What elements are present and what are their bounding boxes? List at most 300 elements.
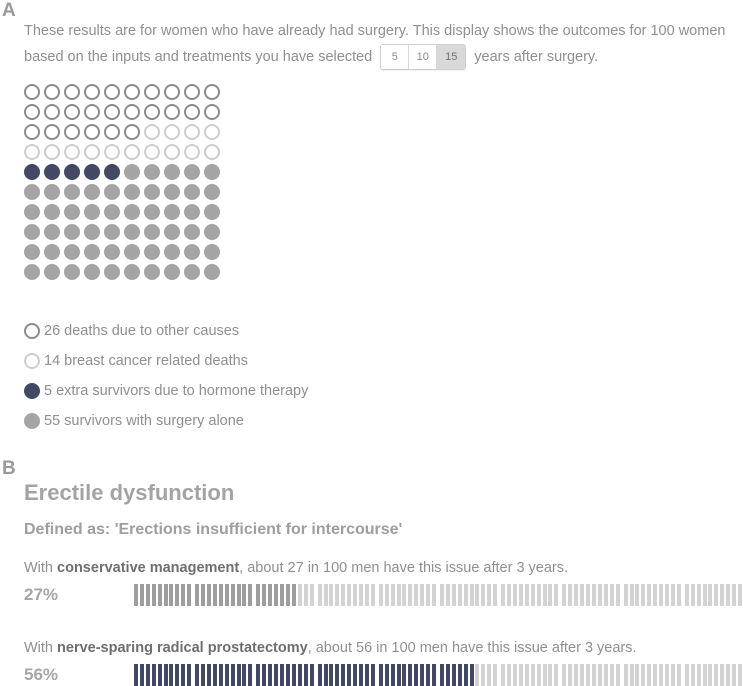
- icon-dot-hormone: [24, 164, 40, 180]
- tally-mark-affected: [237, 584, 241, 606]
- tally-mark-unaffected: [402, 584, 406, 606]
- icon-dot-other-cause: [204, 84, 220, 100]
- tally-mark-unaffected: [493, 664, 497, 686]
- icon-dot-surgery: [84, 224, 100, 240]
- outcome-prostatectomy: [24, 638, 743, 686]
- tally-mark-unaffected: [391, 584, 395, 606]
- tally-mark-affected: [470, 664, 474, 686]
- tally-mark-unaffected: [304, 584, 308, 606]
- treatment-name: conservative management: [57, 560, 240, 576]
- tally-mark-affected: [242, 664, 246, 686]
- tally-mark-unaffected: [318, 584, 322, 606]
- icon-dot-other-cause: [144, 104, 160, 120]
- icon-dot-surgery: [164, 204, 180, 220]
- tally-mark-affected: [365, 664, 369, 686]
- year-selector: [380, 44, 466, 70]
- tally-mark-unaffected: [543, 664, 547, 686]
- legend-item-other-causes: [24, 316, 308, 346]
- tally-mark-unaffected: [574, 664, 578, 686]
- tally-mark-unaffected: [359, 584, 363, 606]
- tally-mark-affected: [225, 664, 229, 686]
- tally-mark-affected: [414, 664, 418, 686]
- tally-mark-affected: [371, 664, 375, 686]
- tally-mark-affected: [335, 664, 339, 686]
- tally-mark-unaffected: [426, 584, 430, 606]
- tally-mark-unaffected: [324, 584, 328, 606]
- tally-mark-unaffected: [379, 584, 383, 606]
- tally-mark-affected: [158, 664, 162, 686]
- tally-mark-unaffected: [598, 584, 602, 606]
- tally-mark-unaffected: [531, 584, 535, 606]
- icon-dot-other-cause: [44, 84, 60, 100]
- filled-gray-circle-icon: [24, 413, 40, 429]
- tally-mark-affected: [187, 664, 191, 686]
- tally-mark-affected: [256, 584, 260, 606]
- icon-dot-surgery: [84, 244, 100, 260]
- icon-dot-hormone: [104, 164, 120, 180]
- tally-mark-affected: [187, 584, 191, 606]
- icon-dot-other-cause: [184, 84, 200, 100]
- icon-dot-surgery: [24, 244, 40, 260]
- icon-dot-surgery: [144, 204, 160, 220]
- tally-mark-unaffected: [714, 584, 718, 606]
- icon-dot-surgery: [124, 244, 140, 260]
- tally-mark-unaffected: [525, 584, 529, 606]
- tally-mark-affected: [262, 664, 266, 686]
- tally-mark-unaffected: [298, 584, 302, 606]
- tally-mark-affected: [341, 664, 345, 686]
- tally-mark-affected: [195, 584, 199, 606]
- icon-dot-breast-cancer: [164, 144, 180, 160]
- icon-dot-surgery: [24, 204, 40, 220]
- tally-mark-unaffected: [659, 664, 663, 686]
- icon-dot-breast-cancer: [84, 144, 100, 160]
- percent-label: 27%: [24, 585, 59, 604]
- icon-dot-breast-cancer: [184, 144, 200, 160]
- icon-dot-surgery: [164, 264, 180, 280]
- icon-dot-breast-cancer: [104, 144, 120, 160]
- tally-mark-affected: [353, 664, 357, 686]
- icon-dot-breast-cancer: [24, 144, 40, 160]
- icon-dot-surgery: [144, 264, 160, 280]
- icon-dot-surgery: [104, 204, 120, 220]
- icon-dot-surgery: [184, 164, 200, 180]
- tally-mark-unaffected: [568, 664, 572, 686]
- tally-mark-unaffected: [592, 664, 596, 686]
- icon-dot-surgery: [144, 184, 160, 200]
- tally-mark-unaffected: [598, 664, 602, 686]
- icon-dot-other-cause: [64, 84, 80, 100]
- icon-dot-surgery: [204, 264, 220, 280]
- tally-mark-unaffected: [604, 584, 608, 606]
- tally-mark-affected: [164, 584, 168, 606]
- tally-mark-unaffected: [458, 584, 462, 606]
- icon-dot-other-cause: [184, 104, 200, 120]
- tally-mark-unaffected: [580, 664, 584, 686]
- light-outline-circle-icon: [24, 353, 40, 369]
- tally-mark-unaffected: [507, 664, 511, 686]
- tally-mark-unaffected: [685, 584, 689, 606]
- tally-mark-unaffected: [519, 584, 523, 606]
- tally-mark-unaffected: [624, 584, 628, 606]
- icon-dot-other-cause: [44, 124, 60, 140]
- tally-mark-affected: [292, 584, 296, 606]
- tally-mark-unaffected: [653, 584, 657, 606]
- icon-dot-other-cause: [104, 124, 120, 140]
- icon-dot-other-cause: [164, 84, 180, 100]
- icon-dot-surgery: [24, 184, 40, 200]
- tally-mark-affected: [426, 664, 430, 686]
- treatment-name: nerve-sparing radical prostatectomy: [57, 640, 308, 656]
- tally-mark-unaffected: [440, 584, 444, 606]
- year-15-button[interactable]: 15: [437, 45, 465, 69]
- icon-dot-surgery: [184, 224, 200, 240]
- icon-dot-surgery: [184, 184, 200, 200]
- icon-dot-surgery: [64, 264, 80, 280]
- panel-a-label: A: [2, 0, 16, 21]
- icon-dot-surgery: [44, 244, 60, 260]
- icon-dot-breast-cancer: [144, 124, 160, 140]
- filled-navy-circle-icon: [24, 383, 40, 399]
- tally-mark-affected: [175, 584, 179, 606]
- icon-dot-other-cause: [144, 84, 160, 100]
- icon-dot-breast-cancer: [44, 144, 60, 160]
- tally-mark-affected: [140, 664, 144, 686]
- sentence-end: , about 27 in 100 men have this issue after 3 years.: [239, 560, 569, 576]
- outcome-sentence: [24, 638, 743, 658]
- outcome-sentence: [24, 558, 743, 578]
- tally-mark-unaffected: [697, 584, 701, 606]
- tally-mark-unaffected: [635, 584, 639, 606]
- tally-mark-unaffected: [432, 584, 436, 606]
- icon-dot-surgery: [184, 264, 200, 280]
- tally-mark-unaffected: [671, 584, 675, 606]
- icon-dot-surgery: [144, 224, 160, 240]
- tally-mark-affected: [201, 584, 205, 606]
- tally-mark-unaffected: [641, 584, 645, 606]
- icon-dot-surgery: [104, 264, 120, 280]
- icon-dot-surgery: [164, 184, 180, 200]
- legend-label: 14 breast cancer related deaths: [44, 353, 248, 369]
- icon-dot-other-cause: [124, 124, 140, 140]
- tally-bar-conservative: [134, 584, 743, 606]
- tally-mark-unaffected: [691, 664, 695, 686]
- tally-mark-unaffected: [738, 664, 742, 686]
- outcome-conservative: [24, 558, 743, 606]
- definition-text: Defined as: 'Erections insufficient for intercourse': [24, 521, 403, 538]
- tally-mark-affected: [207, 664, 211, 686]
- tally-mark-affected: [140, 584, 144, 606]
- icon-dot-other-cause: [84, 124, 100, 140]
- tally-mark-unaffected: [335, 584, 339, 606]
- icon-dot-surgery: [84, 204, 100, 220]
- tally-mark-affected: [286, 664, 290, 686]
- icon-dot-surgery: [124, 224, 140, 240]
- icon-dot-breast-cancer: [64, 144, 80, 160]
- tally-mark-unaffected: [677, 584, 681, 606]
- tally-mark-affected: [213, 584, 217, 606]
- tally-mark-unaffected: [562, 664, 566, 686]
- icon-dot-surgery: [204, 184, 220, 200]
- icon-dot-surgery: [164, 244, 180, 260]
- intro-before: These results are for women who have already had surgery. This display shows the outcomes for 100 women based on the inputs and treatments you have selected: [24, 23, 726, 65]
- tally-mark-affected: [248, 584, 252, 606]
- tally-mark-unaffected: [371, 584, 375, 606]
- tally-mark-affected: [169, 664, 173, 686]
- tally-mark-unaffected: [548, 664, 552, 686]
- tally-mark-affected: [134, 664, 138, 686]
- tally-mark-affected: [304, 664, 308, 686]
- tally-mark-unaffected: [568, 584, 572, 606]
- tally-mark-affected: [231, 584, 235, 606]
- icon-dot-surgery: [204, 204, 220, 220]
- icon-dot-breast-cancer: [164, 124, 180, 140]
- sentence-start: With: [24, 640, 58, 656]
- icon-dot-surgery: [104, 244, 120, 260]
- tally-mark-affected: [134, 584, 138, 606]
- tally-mark-unaffected: [580, 584, 584, 606]
- tally-mark-unaffected: [708, 664, 712, 686]
- tally-mark-unaffected: [513, 664, 517, 686]
- icon-dot-other-cause: [24, 104, 40, 120]
- tally-mark-unaffected: [635, 664, 639, 686]
- icon-dot-breast-cancer: [124, 144, 140, 160]
- tally-mark-unaffected: [341, 584, 345, 606]
- tally-mark-affected: [256, 664, 260, 686]
- tally-mark-affected: [359, 664, 363, 686]
- icon-dot-breast-cancer: [204, 124, 220, 140]
- tally-mark-unaffected: [470, 584, 474, 606]
- icon-dot-surgery: [44, 264, 60, 280]
- icon-dot-other-cause: [124, 84, 140, 100]
- tally-mark-affected: [397, 664, 401, 686]
- intro-after: years after surgery.: [474, 49, 599, 65]
- tally-mark-unaffected: [347, 584, 351, 606]
- tally-mark-affected: [298, 664, 302, 686]
- tally-mark-unaffected: [720, 664, 724, 686]
- icon-dot-surgery: [104, 224, 120, 240]
- tally-mark-unaffected: [703, 584, 707, 606]
- icon-array: [24, 84, 224, 284]
- tally-mark-affected: [158, 584, 162, 606]
- tally-mark-affected: [225, 584, 229, 606]
- icon-dot-surgery: [64, 224, 80, 240]
- tally-mark-unaffected: [732, 584, 736, 606]
- legend-item-breast-cancer: [24, 346, 308, 376]
- tally-mark-affected: [420, 664, 424, 686]
- tally-mark-unaffected: [610, 664, 614, 686]
- tally-mark-unaffected: [616, 664, 620, 686]
- icon-dot-breast-cancer: [144, 144, 160, 160]
- tally-mark-unaffected: [501, 584, 505, 606]
- tally-mark-unaffected: [592, 584, 596, 606]
- tally-mark-unaffected: [665, 584, 669, 606]
- tally-mark-unaffected: [641, 664, 645, 686]
- icon-dot-surgery: [144, 164, 160, 180]
- sentence-start: With: [24, 560, 58, 576]
- tally-mark-unaffected: [586, 664, 590, 686]
- icon-dot-hormone: [64, 164, 80, 180]
- tally-mark-unaffected: [446, 584, 450, 606]
- tally-mark-unaffected: [353, 584, 357, 606]
- tally-mark-unaffected: [452, 584, 456, 606]
- tally-mark-unaffected: [562, 584, 566, 606]
- tally-mark-affected: [292, 664, 296, 686]
- icon-dot-breast-cancer: [204, 144, 220, 160]
- tally-mark-affected: [169, 584, 173, 606]
- tally-mark-unaffected: [519, 664, 523, 686]
- tally-mark-affected: [280, 584, 284, 606]
- icon-dot-surgery: [84, 264, 100, 280]
- tally-mark-unaffected: [665, 664, 669, 686]
- legend-label: 26 deaths due to other causes: [44, 323, 240, 339]
- legend-label: 5 extra survivors due to hormone therapy: [44, 383, 309, 399]
- tally-mark-unaffected: [703, 664, 707, 686]
- legend-item-hormone-therapy: [24, 376, 308, 406]
- tally-mark-unaffected: [548, 584, 552, 606]
- icon-dot-surgery: [124, 204, 140, 220]
- tally-mark-unaffected: [708, 584, 712, 606]
- tally-mark-unaffected: [732, 664, 736, 686]
- tally-mark-unaffected: [475, 664, 479, 686]
- panel-b-label: B: [2, 458, 16, 479]
- tally-mark-affected: [219, 584, 223, 606]
- outline-circle-icon: [24, 323, 40, 339]
- tally-mark-affected: [446, 664, 450, 686]
- tally-mark-affected: [464, 664, 468, 686]
- tally-mark-unaffected: [604, 664, 608, 686]
- icon-dot-surgery: [184, 204, 200, 220]
- tally-mark-unaffected: [408, 584, 412, 606]
- tally-mark-affected: [280, 664, 284, 686]
- tally-bar-prostatectomy: [134, 664, 743, 686]
- tally-mark-affected: [262, 584, 266, 606]
- icon-dot-surgery: [44, 204, 60, 220]
- tally-mark-unaffected: [586, 584, 590, 606]
- tally-mark-unaffected: [493, 584, 497, 606]
- tally-mark-unaffected: [653, 664, 657, 686]
- tally-mark-affected: [310, 664, 314, 686]
- icon-dot-surgery: [24, 264, 40, 280]
- tally-mark-unaffected: [647, 584, 651, 606]
- icon-dot-other-cause: [64, 104, 80, 120]
- tally-mark-unaffected: [475, 584, 479, 606]
- tally-mark-affected: [274, 664, 278, 686]
- tally-mark-affected: [458, 664, 462, 686]
- icon-dot-surgery: [184, 244, 200, 260]
- sentence-end: , about 56 in 100 men have this issue after 3 years.: [307, 640, 637, 656]
- tally-mark-unaffected: [414, 584, 418, 606]
- tally-mark-affected: [181, 664, 185, 686]
- tally-mark-unaffected: [671, 664, 675, 686]
- tally-mark-unaffected: [691, 584, 695, 606]
- tally-mark-affected: [146, 664, 150, 686]
- tally-mark-unaffected: [624, 664, 628, 686]
- tally-mark-unaffected: [677, 664, 681, 686]
- tally-mark-unaffected: [726, 664, 730, 686]
- tally-mark-affected: [146, 584, 150, 606]
- tally-mark-unaffected: [537, 664, 541, 686]
- icon-dot-other-cause: [44, 104, 60, 120]
- icon-dot-other-cause: [104, 84, 120, 100]
- legend-label: 55 survivors with surgery alone: [44, 413, 244, 429]
- icon-dot-surgery: [64, 204, 80, 220]
- intro-text: [24, 18, 743, 70]
- tally-mark-unaffected: [714, 664, 718, 686]
- tally-mark-affected: [201, 664, 205, 686]
- tally-mark-unaffected: [501, 664, 505, 686]
- tally-mark-affected: [432, 664, 436, 686]
- icon-dot-surgery: [44, 184, 60, 200]
- tally-mark-affected: [268, 584, 272, 606]
- tally-mark-unaffected: [481, 664, 485, 686]
- tally-mark-affected: [242, 584, 246, 606]
- icon-dot-other-cause: [64, 124, 80, 140]
- icon-dot-other-cause: [84, 104, 100, 120]
- icon-dot-other-cause: [24, 124, 40, 140]
- tally-mark-affected: [318, 664, 322, 686]
- percent-label: 56%: [24, 665, 59, 684]
- tally-mark-affected: [152, 584, 156, 606]
- tally-mark-affected: [385, 664, 389, 686]
- tally-mark-affected: [286, 584, 290, 606]
- tally-mark-unaffected: [531, 664, 535, 686]
- icon-dot-surgery: [64, 244, 80, 260]
- icon-dot-surgery: [84, 184, 100, 200]
- tally-mark-unaffected: [726, 584, 730, 606]
- icon-dot-other-cause: [24, 84, 40, 100]
- icon-dot-surgery: [204, 164, 220, 180]
- tally-mark-unaffected: [310, 584, 314, 606]
- icon-dot-breast-cancer: [184, 124, 200, 140]
- year-10-button[interactable]: 10: [409, 45, 437, 69]
- tally-mark-affected: [237, 664, 241, 686]
- icon-dot-other-cause: [164, 104, 180, 120]
- icon-dot-surgery: [104, 184, 120, 200]
- icon-dot-hormone: [44, 164, 60, 180]
- year-5-button[interactable]: 5: [381, 45, 409, 69]
- tally-mark-unaffected: [487, 584, 491, 606]
- tally-mark-affected: [152, 664, 156, 686]
- icon-dot-surgery: [64, 184, 80, 200]
- tally-mark-unaffected: [616, 584, 620, 606]
- tally-mark-affected: [164, 664, 168, 686]
- icon-dot-surgery: [164, 164, 180, 180]
- tally-mark-unaffected: [464, 584, 468, 606]
- section-title: Erectile dysfunction: [24, 480, 235, 505]
- tally-mark-unaffected: [630, 584, 634, 606]
- tally-mark-affected: [391, 664, 395, 686]
- tally-mark-affected: [219, 664, 223, 686]
- tally-mark-unaffected: [685, 664, 689, 686]
- tally-mark-unaffected: [647, 664, 651, 686]
- tally-mark-affected: [347, 664, 351, 686]
- tally-mark-unaffected: [365, 584, 369, 606]
- icon-dot-surgery: [164, 224, 180, 240]
- icon-dot-surgery: [24, 224, 40, 240]
- tally-mark-unaffected: [513, 584, 517, 606]
- tally-mark-unaffected: [543, 584, 547, 606]
- tally-mark-affected: [402, 664, 406, 686]
- icon-dot-surgery: [44, 224, 60, 240]
- icon-dot-surgery: [144, 244, 160, 260]
- icon-dot-surgery: [124, 264, 140, 280]
- tally-mark-affected: [213, 664, 217, 686]
- tally-mark-unaffected: [420, 584, 424, 606]
- tally-mark-affected: [324, 664, 328, 686]
- tally-mark-affected: [440, 664, 444, 686]
- tally-mark-unaffected: [385, 584, 389, 606]
